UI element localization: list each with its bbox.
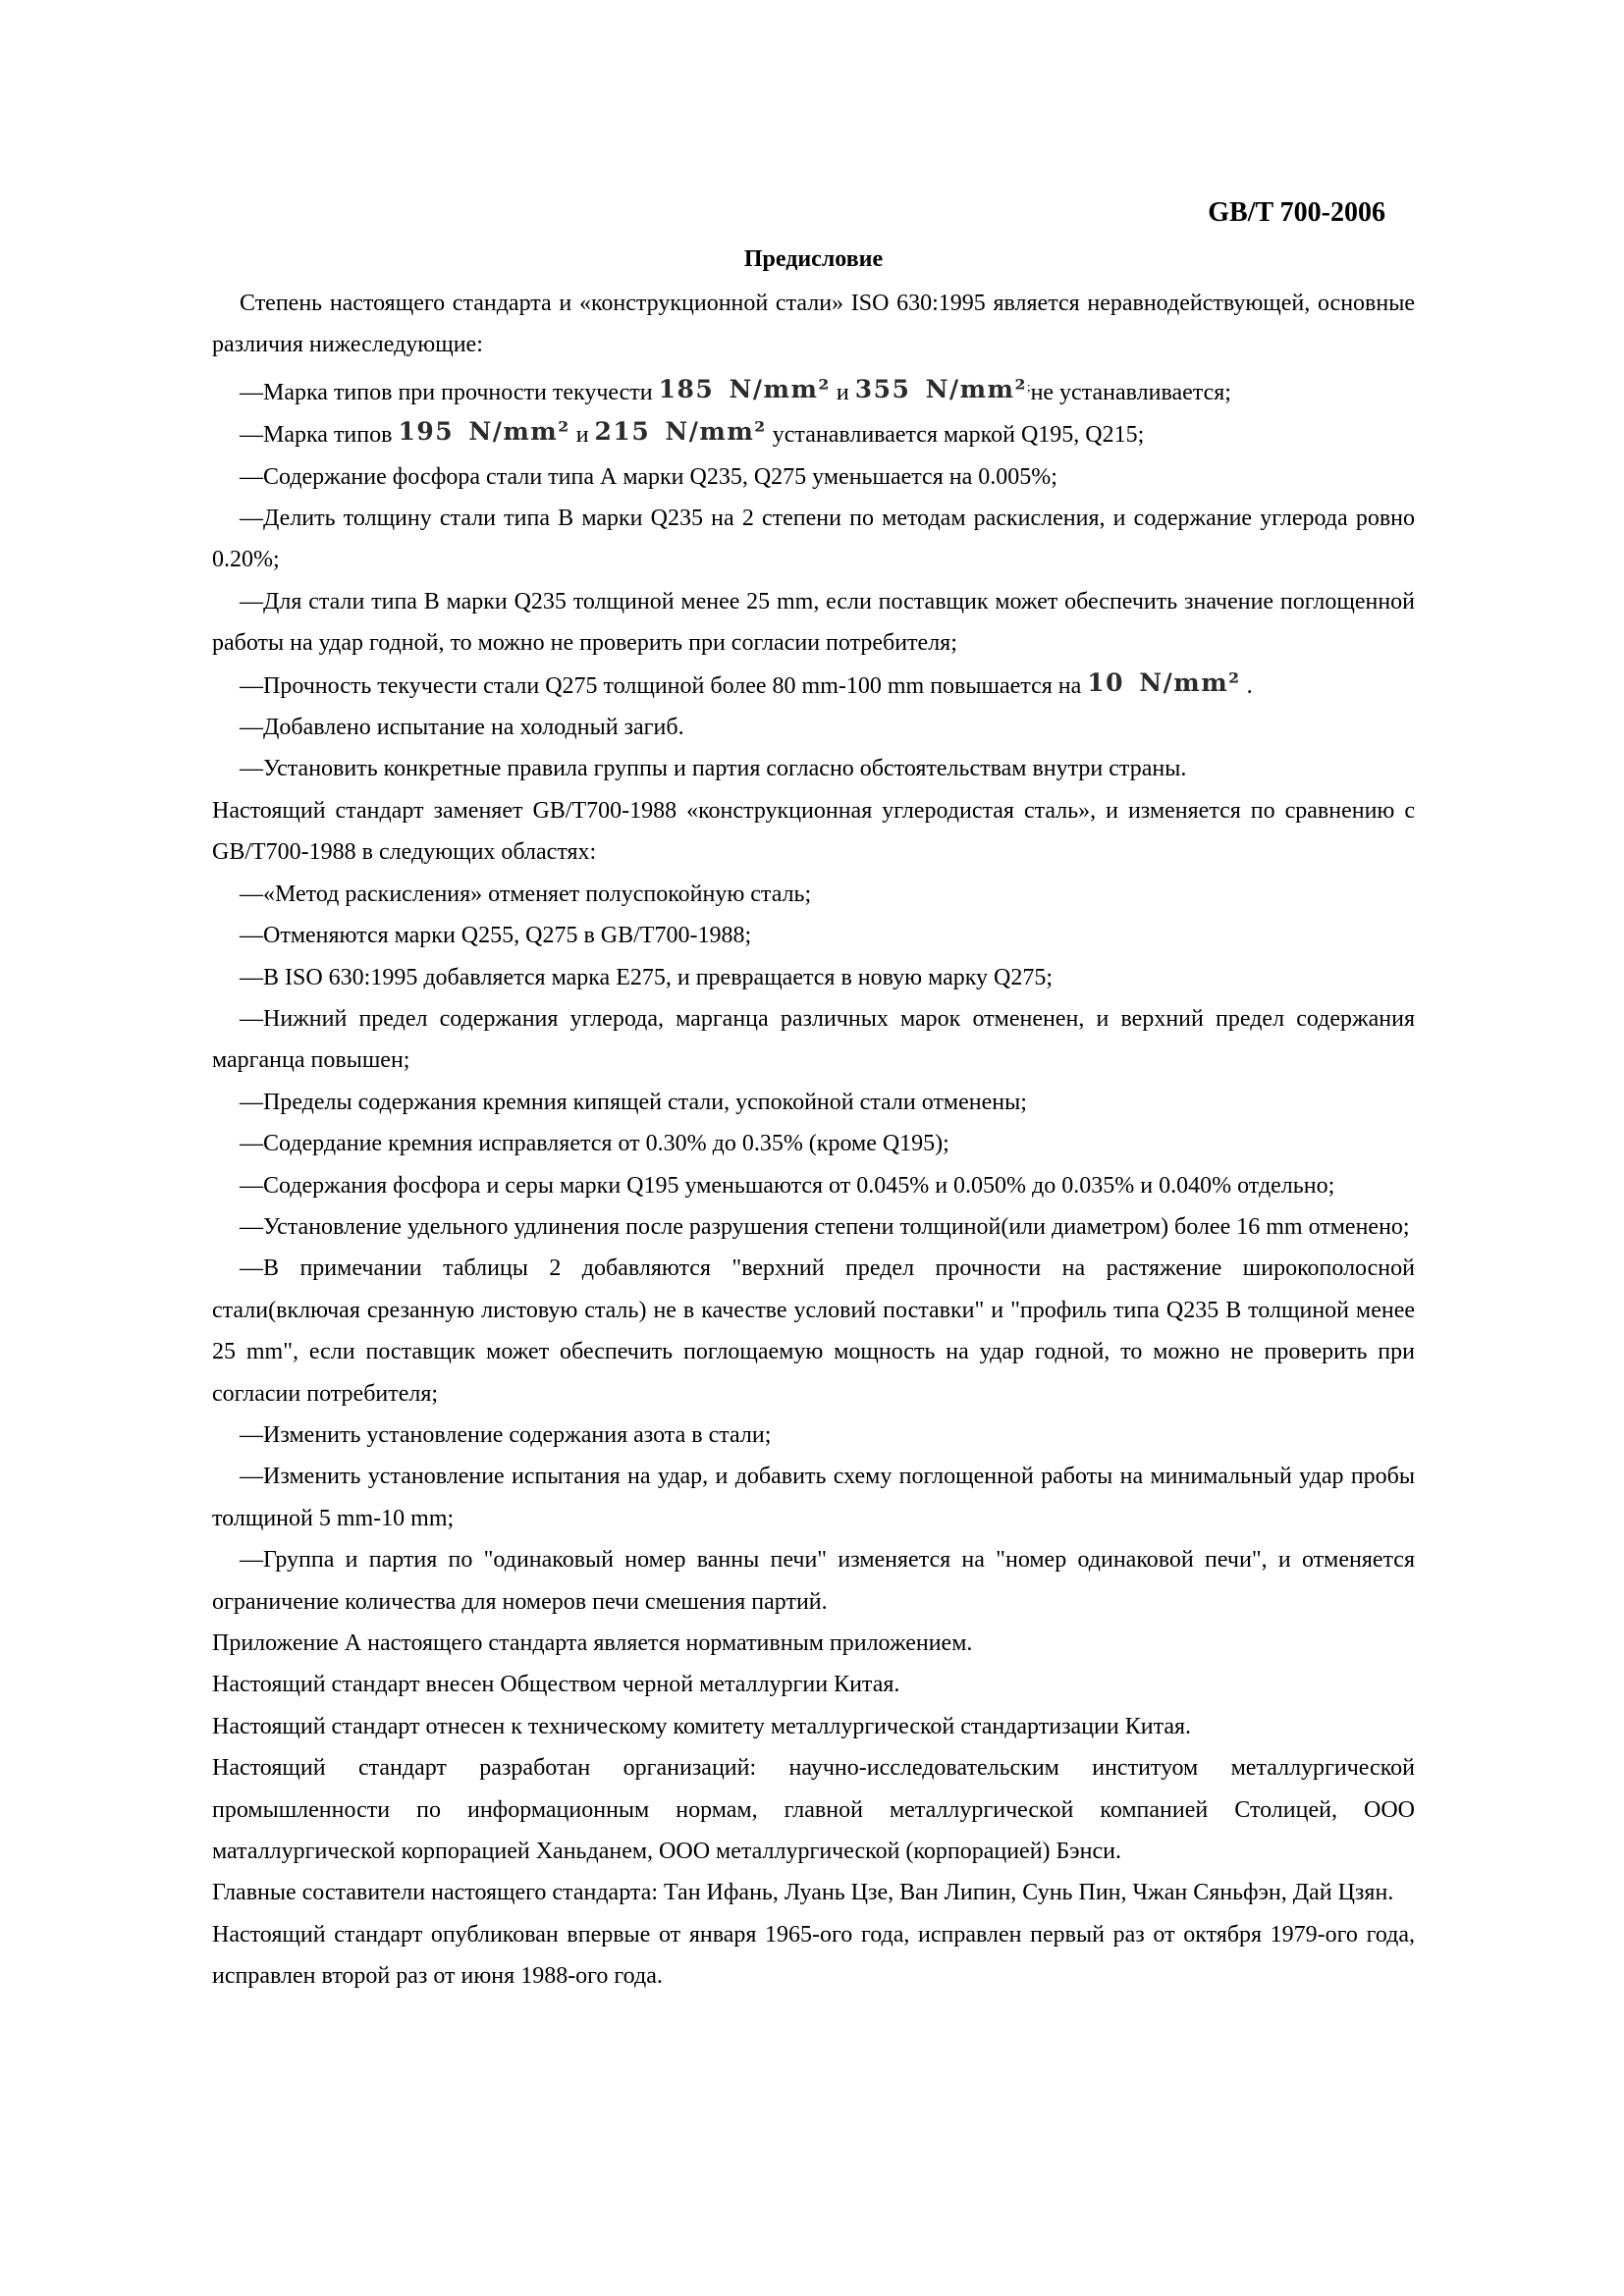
- document-content: [212, 0, 1415, 1998]
- paragraph: —Прочность текучести стали Q275 толщиной более 80 mm-100 mm повышается на 10 N/mm² .: [240, 667, 1253, 699]
- paragraph: Приложение А настоящего стандарта является нормативным приложением.: [212, 1630, 973, 1656]
- inline-formula: 185 N/mm²: [658, 374, 831, 403]
- paragraph: Главные составители настоящего стандарта: Тан Ифань, Луань Цзе, Ван Липин, Сунь Пин, Чжан Сяньфэн, Дай Цзян.: [212, 1880, 1394, 1906]
- paragraph: —Пределы содержания кремния кипящей стали, успокойной стали отменены;: [240, 1089, 1027, 1115]
- inline-formula: 195 N/mm²: [398, 417, 570, 447]
- paragraph: —Изменить установление испытания на удар, и добавить схему поглощенной работы на минимальный удар пробы толщиной 5 mm-10 mm;: [212, 1464, 1415, 1531]
- paragraph: Настоящий стандарт опубликован впервые от января 1965-ого года, исправлен первый раз от октября 1979-ого года, исправлен второй раз от июня 1988-ого года.: [212, 1921, 1415, 1990]
- paragraph: —Марка типов 195 N/mm² и 215 N/mm² устанавливается маркой Q195, Q215;: [240, 417, 1145, 449]
- paragraph: —Содердание кремния исправляется от 0.30% до 0.35% (кроме Q195);: [240, 1131, 949, 1157]
- paragraph: Настоящий стандарт заменяет GB/T700-1988 «конструкционная углеродистая сталь», и изменяется по сравнению с GB/T700-1988 в следующих областях:: [212, 797, 1415, 866]
- paragraph: Настоящий стандарт отнесен к техническому комитету металлургической стандартизации Китая.: [212, 1713, 1192, 1739]
- paragraph: —Содержание фосфора стали типа А марки Q235, Q275 уменьшается на 0.005%;: [240, 463, 1057, 490]
- paragraph: —Марка типов при прочности текучести 185 N/mm² и 355 N/mm²;не устанавливается;: [240, 374, 1231, 405]
- paragraph: —В примечании таблицы 2 добавляются "верхний предел прочности на растяжение широкополосной стали(включая срезанную листовую сталь) не в качестве условий поставки" и "профиль типа Q235 В толщиной менее 25 mm", если поставщик может обеспечить поглощаемую мощность на удар годной, то можно не проверить при согласии потребителя;: [212, 1255, 1415, 1407]
- paragraph: —В ISO 630:1995 добавляется марка Е275, и превращается в новую марку Q275;: [240, 964, 1054, 990]
- paragraph: —Изменить установление содержания азота в стали;: [240, 1421, 772, 1448]
- document-body: [212, 283, 1415, 1998]
- inline-formula: 355 N/mm²: [854, 374, 1027, 403]
- paragraph: Настоящий стандарт разработан организаций: научно-исследовательским институом металлургической промышленности по информационным нормам, главной металлургической компанией Столицей, ООО маталлургической корпорацией Ханьданем, ООО металлургической (корпорацией) Бэнси.: [212, 1755, 1415, 1865]
- formula-artifact: ;: [1026, 378, 1031, 394]
- paragraph: —Содержания фосфора и серы марки Q195 уменьшаются от 0.045% и 0.050% до 0.035% и 0.040% отдельно;: [240, 1172, 1335, 1199]
- paragraph: —Отменяются марки Q255, Q275 в GB/T700-1988;: [240, 923, 752, 949]
- paragraph: —Добавлено испытание на холодный загиб.: [240, 715, 684, 741]
- document-number: GB/T 700-2006: [1208, 197, 1385, 228]
- paragraph: Настоящий стандарт внесен Обществом черной металлургии Китая.: [212, 1672, 900, 1698]
- paragraph: —Установить конкретные правила группы и партия согласно обстоятельствам внутри страны.: [240, 756, 1187, 782]
- paragraph: Степень настоящего стандарта и «конструкционной стали» ISO 630:1995 является неравнодействующей, основные различия нижеследующие:: [212, 291, 1415, 358]
- page-title: Предисловие: [743, 246, 884, 272]
- paragraph: —Для стали типа В марки Q235 толщиной менее 25 mm, если поставщик может обеспечить значение поглощенной работы на удар годной, то можно не проверить при согласии потребителя;: [212, 588, 1415, 657]
- paragraph: —Нижний предел содержания углерода, марганца различных марок отмененен, и верхний предел содержания марганца повышен;: [212, 1005, 1415, 1074]
- paragraph: —«Метод раскисления» отменяет полуспокойную сталь;: [240, 881, 812, 907]
- inline-formula: 10 N/mm²: [1087, 667, 1241, 697]
- paragraph: —Группа и партия по "одинаковый номер ванны печи" изменяется на "номер одинаковой печи", и отменяется ограничение количества для номеров печи смешения партий.: [212, 1547, 1415, 1615]
- paragraph: —Делить толщину стали типа В марки Q235 на 2 степени по методам раскисления, и содержание углерода ровно 0.20%;: [212, 506, 1415, 573]
- inline-formula: 215 N/mm²: [594, 417, 767, 447]
- paragraph: —Установление удельного удлинения после разрушения степени толщиной(или диаметром) более 16 mm отменено;: [240, 1213, 1410, 1240]
